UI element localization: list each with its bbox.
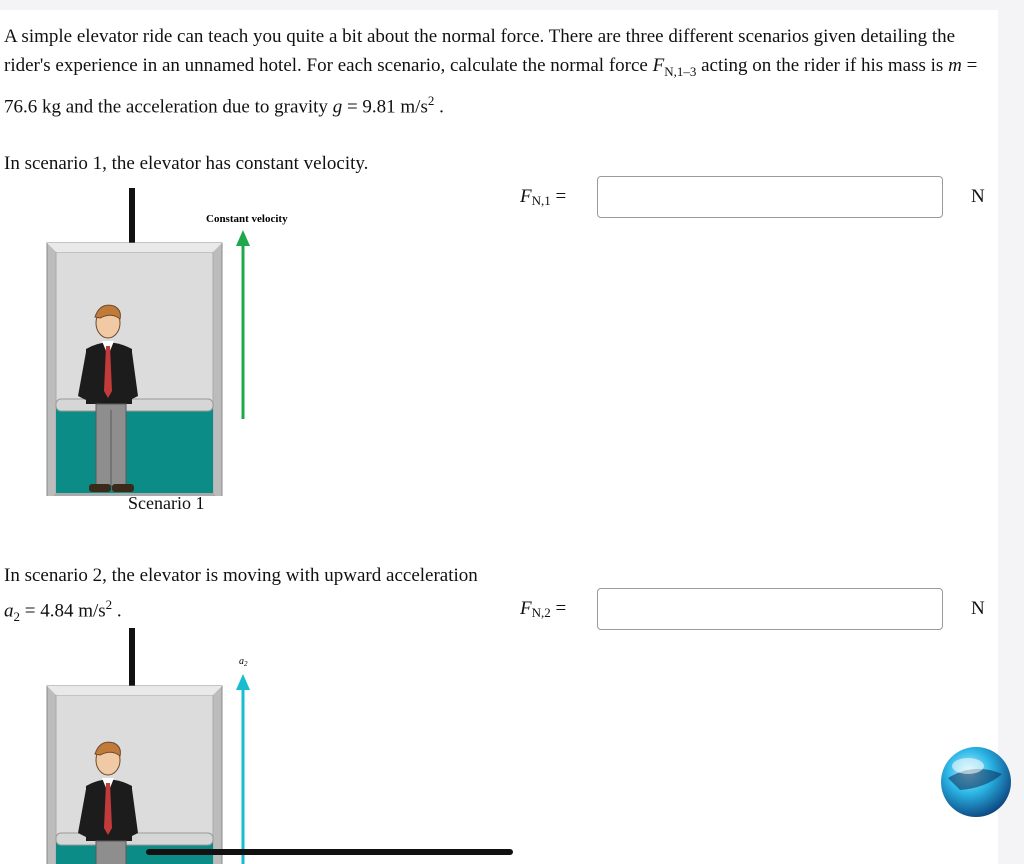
- frame-bevel-top: [47, 243, 222, 252]
- mass-value: = 76.6 kg: [4, 55, 978, 118]
- accel-exponent: 2: [105, 597, 113, 612]
- acceleration-arrow-label: [239, 656, 248, 668]
- fn2-unit: N: [971, 598, 985, 619]
- fn1-subscript: N,1: [531, 193, 551, 208]
- fn1-input[interactable]: [597, 176, 943, 218]
- frame-bevel-top: [47, 686, 222, 695]
- scenario2-text: [4, 561, 494, 631]
- velocity-arrow-head: [236, 230, 250, 246]
- intro-text-2: acting on the rider if his mass is: [696, 55, 949, 76]
- scenario1-elevator-figure: [40, 186, 300, 496]
- elevator-handrail: [56, 399, 213, 411]
- intro-text-1: A simple elevator ride can teach you quite a bit about the normal force. There are three different scenarios given detailing the rider's experience in an unnamed hotel. For each scenario, calculate the normal force: [4, 26, 956, 76]
- scenario1-field-label: [520, 186, 566, 209]
- intro-text-3: and the acceleration due to gravity: [61, 96, 333, 118]
- fn1-unit: N: [971, 186, 985, 207]
- mass-variable: m: [948, 55, 962, 76]
- problem-intro: [4, 22, 979, 121]
- intro-text-4: .: [434, 96, 444, 118]
- scenario2-text-a: In scenario 2, the elevator is moving with upward acceleration: [4, 565, 478, 586]
- elevator-cable: [129, 188, 135, 243]
- elevator-handrail: [56, 833, 213, 845]
- accel-variable: a: [4, 600, 14, 622]
- scenario1-text: In scenario 1, the elevator has constant velocity.: [4, 153, 369, 174]
- accel-arrow-sub: 2: [244, 660, 248, 668]
- fn2-input[interactable]: [597, 588, 943, 630]
- home-indicator-bar[interactable]: [146, 849, 513, 855]
- scenario1-caption: Scenario 1: [128, 493, 205, 513]
- fn2-symbol: F: [520, 598, 532, 619]
- fn2-equals: =: [550, 598, 567, 619]
- elevator-cable: [129, 628, 135, 686]
- scenario2-text-b: .: [112, 600, 122, 622]
- scenario2-elevator-figure: [40, 626, 300, 864]
- accel-value: = 4.84 m/s: [20, 600, 106, 622]
- question-card: [0, 10, 998, 864]
- accel-subscript: 2: [13, 609, 20, 625]
- fn1-equals: =: [550, 186, 567, 207]
- assistant-orb-icon[interactable]: [938, 744, 1014, 820]
- gravity-exponent: 2: [427, 92, 435, 108]
- scenario2-field-label: [520, 598, 566, 621]
- velocity-arrow-label: Constant velocity: [206, 213, 288, 225]
- scenario1-answer-row: [520, 176, 990, 222]
- gravity-variable: g: [332, 96, 343, 118]
- accel-arrow-var: a: [239, 656, 244, 667]
- fn2-subscript: N,2: [531, 605, 551, 620]
- scenario2-answer-row: [520, 588, 990, 634]
- force-symbol: F: [652, 55, 665, 76]
- acceleration-arrow-head: [236, 674, 250, 690]
- fn1-symbol: F: [520, 186, 532, 207]
- force-subscript: N,1–3: [664, 63, 697, 79]
- gravity-value: = 9.81 m/s: [342, 96, 428, 118]
- elevator-teal-panel: [56, 408, 213, 493]
